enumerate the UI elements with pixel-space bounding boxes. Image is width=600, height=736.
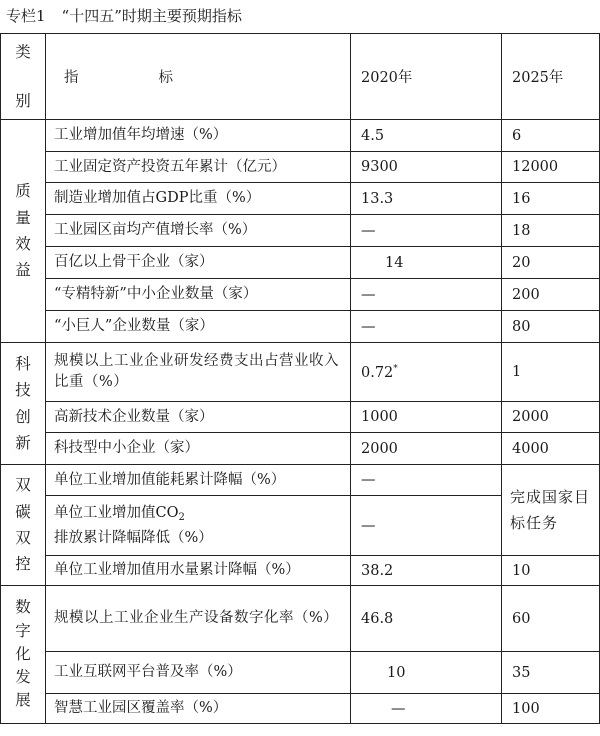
category-innovation: 科 技 创 新 (1, 343, 46, 465)
table-row (1, 586, 600, 652)
indicator-cell: 单位工业增加值用水量累计降幅（%） (46, 556, 351, 586)
value-2025: 10 (502, 556, 600, 586)
indicator-cell: 工业园区亩均产值增长率（%） (46, 215, 351, 247)
header-2020: 2020年 (351, 34, 502, 120)
value-2025: 2000 (502, 402, 600, 433)
value-2025: 6 (502, 120, 600, 152)
indicator-cell: 智慧工业园区覆盖率（%） (46, 694, 351, 724)
table-row (1, 556, 600, 586)
indicator-cell: “小巨人”企业数量（家） (46, 311, 351, 343)
value-2025: 60 (502, 586, 600, 652)
table-row (1, 343, 600, 402)
indicator-cell: 高新技术企业数量（家） (46, 402, 351, 433)
indicator-cell: 科技型中小企业（家） (46, 433, 351, 465)
shared-target-2025: 完成国家目标任务 (502, 465, 600, 556)
value-2020: 13.3 (351, 183, 502, 215)
indicator-cell: “专精特新”中小企业数量（家） (46, 279, 351, 311)
value-2025: 4000 (502, 433, 600, 465)
value-2020: — (351, 311, 502, 343)
indicator-cell: 规模以上工业企业研发经费支出占营业收入比重（%） (46, 343, 351, 402)
value-2020: 14 (351, 247, 502, 279)
table-row (1, 694, 600, 724)
value-2025: 16 (502, 183, 600, 215)
category-digital: 数 字 化 发 展 (1, 586, 46, 724)
indicator-cell: 规模以上工业企业生产设备数字化率（%） (46, 586, 351, 652)
table-row (1, 433, 600, 465)
table-row (1, 652, 600, 694)
caption-label: 专栏1 (6, 7, 46, 25)
indicator-table (0, 33, 600, 724)
indicator-cell: 单位工业增加值能耗累计降幅（%） (46, 465, 351, 496)
value-2020: 2000 (351, 433, 502, 465)
value-2020: — (351, 694, 502, 724)
category-quality: 质 量 效 益 (1, 120, 46, 343)
value-2020: — (351, 496, 502, 556)
value-2020: 4.5 (351, 120, 502, 152)
indicator-cell: 工业互联网平台普及率（%） (46, 652, 351, 694)
value-2020: — (351, 279, 502, 311)
value-2020: 46.8 (351, 586, 502, 652)
footnote-mark: * (393, 363, 398, 374)
table-row (1, 402, 600, 433)
table-row (1, 279, 600, 311)
value-2025: 12000 (502, 152, 600, 183)
table-row (1, 183, 600, 215)
value-2020: 0.72* (351, 343, 502, 402)
value-2025: 18 (502, 215, 600, 247)
table-row (1, 465, 600, 496)
indicator-cell: 百亿以上骨干企业（家） (46, 247, 351, 279)
indicator-cell: 制造业增加值占GDP比重（%） (46, 183, 351, 215)
value-2020: 1000 (351, 402, 502, 433)
table-header-row (1, 34, 600, 120)
table-row (1, 152, 600, 183)
value-2020: 9300 (351, 152, 502, 183)
indicator-cell: 工业固定资产投资五年累计（亿元） (46, 152, 351, 183)
indicator-cell: 单位工业增加值$CO_2$排放累计降幅降低（%） (46, 496, 351, 556)
header-indicator: 指 标 (46, 34, 351, 120)
header-category: 类 别 (1, 34, 46, 120)
value-2025: 20 (502, 247, 600, 279)
table-row (1, 120, 600, 152)
caption-title: “十四五”时期主要预期指标 (61, 7, 242, 25)
value-2020: 10 (351, 652, 502, 694)
table-caption (0, 0, 600, 34)
value-2025: 200 (502, 279, 600, 311)
value-2025: 35 (502, 652, 600, 694)
table-row (1, 311, 600, 343)
table-row (1, 215, 600, 247)
value-2025: 1 (502, 343, 600, 402)
value-2020: 38.2 (351, 556, 502, 586)
indicator-cell: 工业增加值年均增速（%） (46, 120, 351, 152)
category-carbon: 双 碳 双 控 (1, 465, 46, 586)
value-2020: — (351, 465, 502, 496)
header-2025: 2025年 (502, 34, 600, 120)
table-row (1, 247, 600, 279)
value-2025: 100 (502, 694, 600, 724)
value-2020: — (351, 215, 502, 247)
value-2025: 80 (502, 311, 600, 343)
